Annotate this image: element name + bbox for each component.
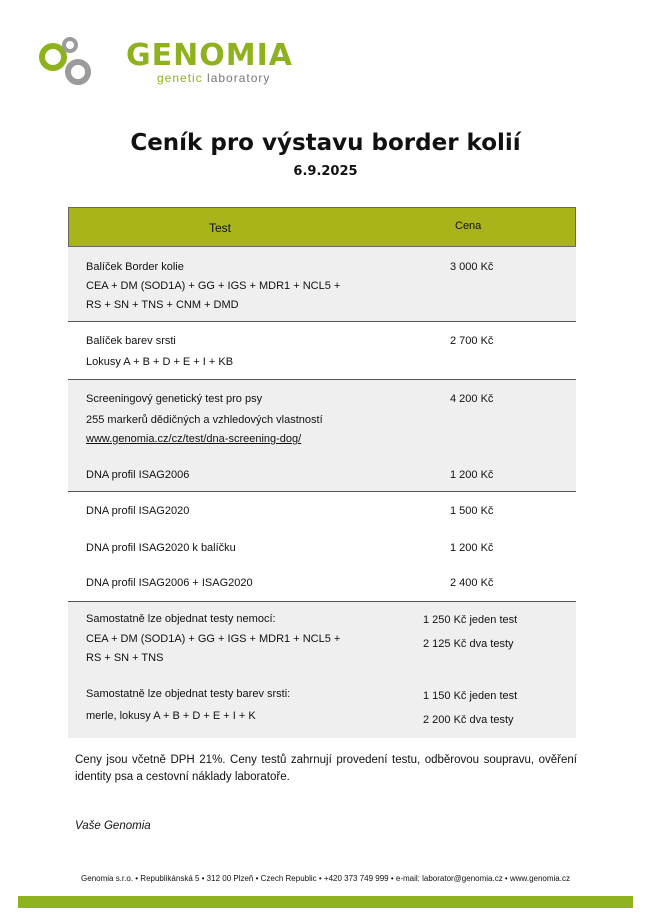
price-note: Ceny jsou včetně DPH 21%. Ceny testů zahrnují provedení testu, odběrovou soupravu, ověření identity psa a cestovní náklady laboratoře. — [75, 754, 577, 783]
row-detail: RS + SN + TNS — [86, 652, 164, 664]
price-table — [68, 207, 576, 738]
footer-bar — [18, 896, 633, 908]
table-row — [68, 380, 576, 492]
row-price: 2 200 Kč dva testy — [423, 714, 514, 726]
table-row — [68, 322, 576, 380]
row-name: Balíček barev srsti — [86, 335, 176, 347]
row-detail: Lokusy A + B + D + E + I + KB — [86, 356, 234, 368]
logo-name: GENOMIA — [126, 38, 293, 73]
row-detail: RS + SN + TNS + CNM + DMD — [86, 299, 239, 311]
row-name: Screeningový genetický test pro psy — [86, 393, 263, 405]
row-name: DNA profil ISAG2020 k balíčku — [86, 542, 236, 554]
logo-subtitle: genetic laboratory — [157, 71, 271, 85]
row-name: Samostatně lze objednat testy nemocí: — [86, 613, 276, 625]
row-price: 3 000 Kč — [450, 261, 494, 273]
logo-circles-icon — [36, 36, 126, 92]
row-name: DNA profil ISAG2020 — [86, 505, 190, 517]
row-price: 2 125 Kč dva testy — [423, 638, 514, 650]
row-price: 1 200 Kč — [450, 469, 494, 481]
row-detail: CEA + DM (SOD1A) + GG + IGS + MDR1 + NCL5 + — [86, 633, 341, 645]
row-detail: CEA + DM (SOD1A) + GG + IGS + MDR1 + NCL5 + — [86, 280, 341, 292]
table-header — [68, 207, 576, 247]
page-title: Ceník pro výstavu border kolií — [130, 130, 521, 156]
page-date: 6.9.2025 — [293, 164, 358, 179]
row-price: 1 500 Kč — [450, 505, 494, 517]
header-test: Test — [209, 221, 232, 235]
table-row — [68, 492, 576, 602]
row-price: 1 150 Kč jeden test — [423, 690, 518, 702]
signature: Vaše Genomia — [75, 820, 151, 832]
genomia-logo — [36, 36, 293, 92]
row-price: 2 400 Kč — [450, 577, 494, 589]
header-price: Cena — [455, 220, 482, 232]
row-name: DNA profil ISAG2006 + ISAG2020 — [86, 577, 253, 589]
screening-link[interactable]: www.genomia.cz/cz/test/dna-screening-dog/ — [86, 433, 302, 445]
row-price: 4 200 Kč — [450, 393, 494, 405]
row-price: 1 250 Kč jeden test — [423, 614, 518, 626]
table-row — [68, 247, 576, 322]
row-name: Samostatně lze objednat testy barev srsti: — [86, 688, 291, 700]
footer-contact: Genomia s.r.o. • Republikánská 5 • 312 00 Plzeň • Czech Republic • +420 373 749 999 • e-mail: laborator@genomia.cz • www.genomia.cz — [81, 874, 570, 883]
row-detail: 255 markerů dědičných a vzhledových vlastností — [86, 414, 323, 426]
row-price: 2 700 Kč — [450, 335, 494, 347]
row-name: Balíček Border kolie — [86, 261, 184, 273]
row-name: DNA profil ISAG2006 — [86, 469, 190, 481]
table-row — [68, 602, 576, 738]
row-detail: merle, lokusy A + B + D + E + I + K — [86, 710, 256, 722]
row-price: 1 200 Kč — [450, 542, 494, 554]
